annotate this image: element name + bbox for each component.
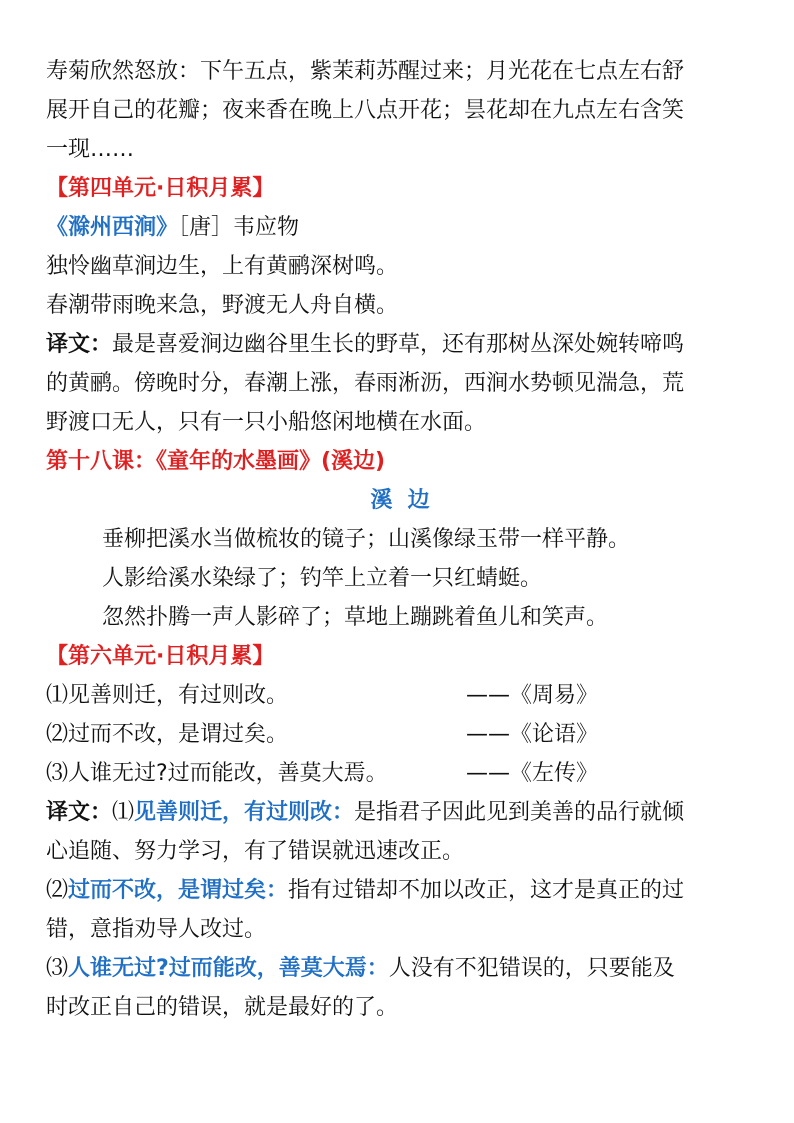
intro-line-2: 展开自己的花瓣；夜来香在晚上八点开花；昙花却在九点左右含笑: [46, 98, 685, 123]
unit6-quote-2-source: ——《论语》: [466, 722, 599, 747]
lesson18-poem-line-1: 垂柳把溪水当做梳妆的镜子；山溪像绿玉带一样平静。: [102, 527, 631, 552]
unit6-explanation-1-text-1: 是指君子因此见到美善的品行就倾: [354, 800, 685, 825]
unit6-explanation-3-line-1: [46, 949, 754, 988]
unit4-poem-title: 《滁州西涧》: [46, 215, 179, 240]
unit6-translation-label: 译文：: [46, 800, 113, 825]
unit6-explanation-3-num: ⑶: [46, 956, 69, 981]
unit4-poem-author: ［唐］韦应物: [178, 215, 300, 240]
unit4-translation-line-1: [46, 325, 754, 364]
unit6-explanation-2-text-1: 指有过错却不加以改正，这才是真正的过: [288, 878, 685, 903]
unit6-quote-1-source: ——《周易》: [466, 683, 599, 708]
unit6-explanation-1-line-1: [46, 793, 754, 832]
unit6-quote-3-source: ——《左传》: [466, 761, 599, 786]
lesson18-heading: 第十八课：《童年的水墨画》(溪边): [46, 449, 386, 474]
unit6-explanation-1-num: ⑴: [112, 800, 135, 825]
unit6-explanation-2-line-1: [46, 871, 754, 910]
unit4-heading: 【第四单元·日积月累】: [46, 176, 275, 201]
unit4-translation-line-2: 的黄鹂。傍晚时分，春潮上涨，春雨淅沥，西涧水势顿见湍急，荒: [46, 371, 685, 396]
unit6-quote-1-text: ⑴见善则迁，有过则改。: [46, 683, 289, 708]
intro-line-1: 寿菊欣然怒放：下午五点，紫茉莉苏醒过来；月光花在七点左右舒: [46, 59, 685, 84]
unit4-translation-label: 译文：: [46, 332, 113, 357]
unit6-quote-2-text: ⑵过而不改，是谓过矣。: [46, 722, 289, 747]
unit6-heading: 【第六单元·日积月累】: [46, 644, 275, 669]
unit4-translation-line-3: 野渡口无人，只有一只小船悠闲地横在水面。: [46, 410, 487, 435]
unit6-explanation-3-line-2: 时改正自己的错误，就是最好的了。: [46, 995, 399, 1020]
unit6-explanation-2-line-2: 错，意指劝导人改过。: [46, 917, 267, 942]
unit6-explanation-3-text-1: 人没有不犯错误的，只要能及: [388, 956, 675, 981]
lesson18-poem-line-2: 人影给溪水染绿了；钓竿上立着一只红蜻蜓。: [102, 566, 543, 591]
unit6-quote-2: [46, 715, 754, 754]
lesson18-poem-line-3: 忽然扑腾一声人影碎了；草地上蹦跳着鱼儿和笑声。: [102, 605, 609, 630]
unit4-poem-line-2: 春潮带雨晚来急，野渡无人舟自横。: [46, 293, 399, 318]
unit6-quote-1: [46, 676, 754, 715]
unit6-explanation-3-key: 人谁无过?过而能改，善莫大焉：: [68, 956, 389, 981]
unit6-explanation-2-key: 过而不改，是谓过矣：: [68, 878, 289, 903]
unit6-quote-3: [46, 754, 754, 793]
unit6-explanation-2-num: ⑵: [46, 878, 69, 903]
unit4-poem-line-1: 独怜幽草涧边生，上有黄鹂深树鸣。: [46, 254, 399, 279]
lesson18-poem-title: 溪 边: [370, 488, 430, 513]
unit4-poem-header: [46, 208, 754, 247]
unit6-explanation-1-key: 见善则迁，有过则改：: [134, 800, 355, 825]
unit6-explanation-1-line-2: 心追随、努力学习，有了错误就迅速改正。: [46, 839, 465, 864]
unit4-translation-text-1: 最是喜爱涧边幽谷里生长的野草，还有那树丛深处婉转啼鸣: [112, 332, 685, 357]
intro-line-3: 一现……: [46, 137, 135, 162]
document-page: [46, 52, 754, 1027]
unit6-quote-3-text: ⑶人谁无过?过而能改，善莫大焉。: [46, 761, 388, 786]
